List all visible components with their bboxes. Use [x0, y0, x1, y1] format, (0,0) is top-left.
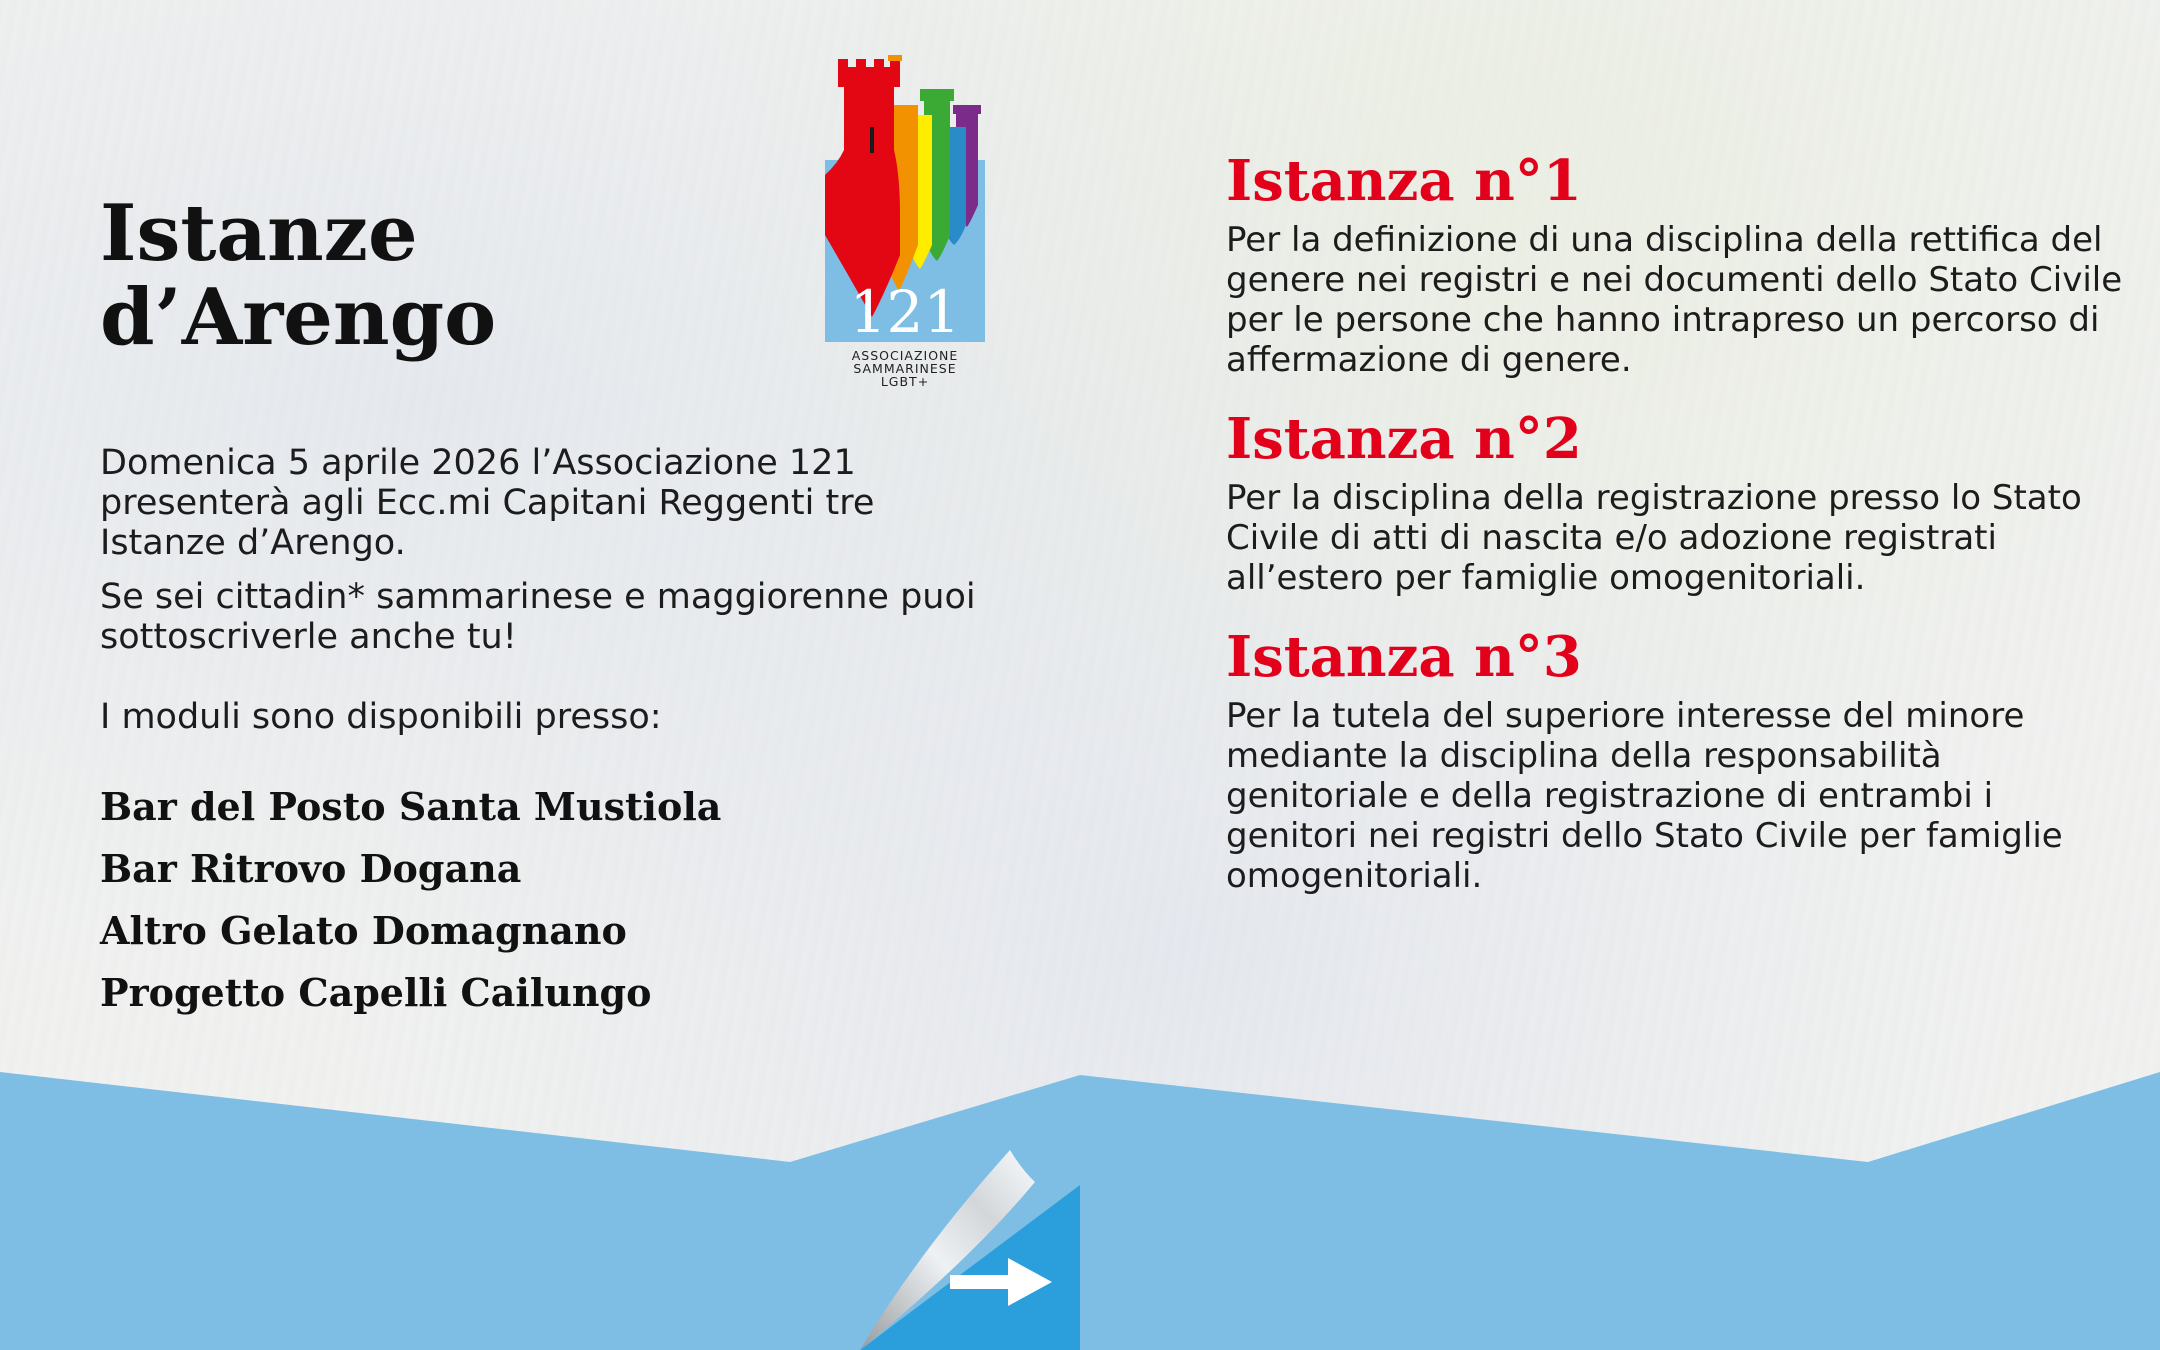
- istanza-1-text: Per la definizione di una disciplina della rettifica del genere nei registri e nei documenti dello Stato Civile per le persone che hanno intrapreso un percorso di affermazione di genere.: [1226, 220, 2123, 380]
- logo-number: 121: [849, 278, 961, 346]
- istanza-3-text: Per la tutela del superiore interesse del minore mediante la disciplina della responsabilità genitoriale e della registrazione di entrambi i genitori nei registri dello Stato Civile per famiglie omogenitoriali.: [1226, 696, 2063, 896]
- title-line-2: d’Arengo: [100, 272, 497, 363]
- intro-paragraph-2: Se sei cittadin* sammarinese e maggiorenne puoi sottoscriverle anche tu!: [100, 577, 976, 657]
- places-list: [100, 776, 721, 1024]
- istanza-2: [1226, 406, 2126, 598]
- moduli-label: I moduli sono disponibili presso:: [100, 697, 662, 737]
- list-item: Bar Ritrovo Dogana: [100, 846, 522, 891]
- logo-line-3: LGBT+: [880, 374, 930, 389]
- istanza-1-heading: Istanza n°1: [1226, 148, 1582, 214]
- istanze-section: [1226, 148, 2126, 922]
- list-item: Progetto Capelli Cailungo: [100, 970, 652, 1015]
- istanza-1: [1226, 148, 2126, 380]
- istanza-2-heading: Istanza n°2: [1226, 406, 1582, 472]
- list-item: Altro Gelato Domagnano: [100, 908, 627, 953]
- association-logo: [820, 55, 990, 395]
- istanza-3: [1226, 624, 2126, 896]
- intro-paragraph-1: Domenica 5 aprile 2026 l’Associazione 121 presenterà agli Ecc.mi Capitani Reggenti tre Istanze d’Arengo.: [100, 443, 875, 563]
- istanza-2-text: Per la disciplina della registrazione presso lo Stato Civile di atti di nascita e/o adozione registrati all’estero per famiglie omogenitoriali.: [1226, 478, 2082, 598]
- intro-section: [100, 443, 1000, 751]
- next-page-button[interactable]: [850, 1140, 1080, 1350]
- logo-line-1: ASSOCIAZIONE: [851, 348, 959, 363]
- title-line-1: Istanze: [100, 188, 418, 279]
- logo-line-2: SAMMARINESE: [853, 361, 957, 376]
- istanza-3-heading: Istanza n°3: [1226, 624, 1582, 690]
- page-title: [100, 188, 497, 363]
- list-item: Bar del Posto Santa Mustiola: [100, 784, 722, 829]
